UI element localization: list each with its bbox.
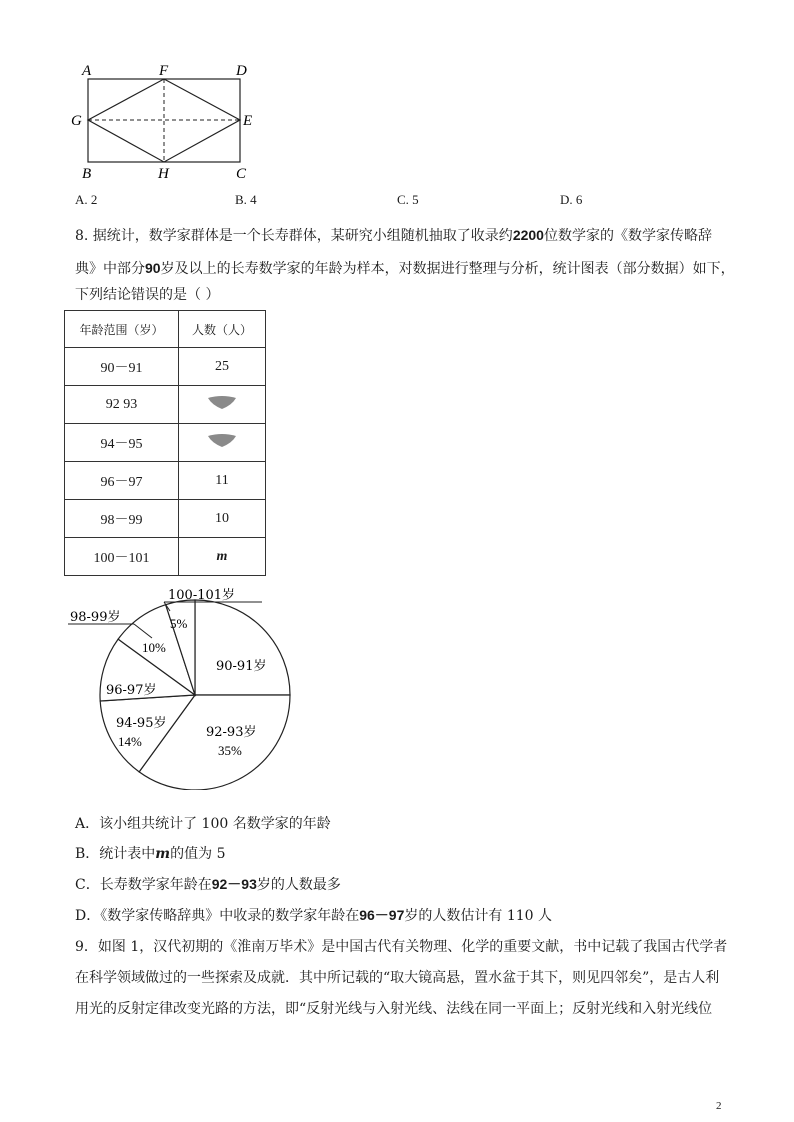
option-text: 的值为 5	[170, 846, 226, 862]
q9-line2: 在科学领域做过的一些探索及成就．其中所记载的“取大镜高悬，置水盆于其下，则见四邻矣”，是古人利	[75, 970, 720, 986]
cell-range: 90－91	[65, 348, 179, 386]
rhombus-rectangle-figure	[60, 55, 270, 185]
q8-stem-line1	[75, 225, 712, 246]
label-98-99: 98-99岁	[70, 610, 121, 625]
label-a: A	[82, 63, 92, 79]
label-b: B	[82, 166, 92, 182]
q9-line3: 用光的反射定律改变光路的方法，即“反射光线与入射光线、法线在同一平面上；反射光线和入射光线位	[75, 1001, 713, 1017]
ink-smudge-icon	[206, 431, 238, 449]
cell-count: 11	[179, 462, 266, 500]
table-header-row	[65, 311, 266, 348]
q8-option-c[interactable]	[75, 874, 341, 895]
cell-count-smudge	[179, 386, 266, 424]
label-c: C	[236, 166, 247, 182]
table-row	[65, 424, 266, 462]
label-d: D	[236, 63, 247, 79]
q8-stem-line3: 下列结论错误的是（ ）	[75, 287, 220, 303]
age-statistics-table	[64, 310, 266, 576]
age-pie-chart	[60, 580, 310, 790]
cell-count: m	[179, 538, 266, 576]
pct-92-93: 35%	[218, 743, 242, 758]
label-f: F	[159, 63, 169, 79]
pct-100-101: 5%	[170, 616, 188, 631]
option-number: 92－93	[211, 876, 257, 892]
q8-option-a[interactable]: A．该小组共统计了 100 名数学家的年龄	[75, 816, 331, 832]
cell-range: 100－101	[65, 538, 179, 576]
variable-m: m	[155, 846, 171, 862]
label-96-97: 96-97岁	[106, 683, 157, 698]
q7-option-d[interactable]: D. 6	[560, 192, 583, 207]
label-100-101: 100-101岁	[168, 588, 236, 603]
table-row	[65, 500, 266, 538]
ink-smudge-icon	[206, 393, 238, 411]
option-text: D．《数学家传略辞典》中收录的数学家年龄在	[75, 908, 360, 924]
table-row	[65, 462, 266, 500]
option-text: 岁的人数最多	[256, 877, 341, 893]
q8-option-d[interactable]	[75, 905, 552, 926]
q8-number: 2200	[512, 227, 544, 243]
table-row	[65, 348, 266, 386]
table-row	[65, 538, 266, 576]
q7-option-b[interactable]: B. 4	[235, 192, 257, 207]
q8-option-b[interactable]	[75, 844, 225, 864]
label-92-93: 92-93岁	[206, 725, 257, 740]
label-h: H	[158, 166, 169, 182]
q8-number: 90	[145, 260, 161, 276]
header-count: 人数（人）	[179, 311, 266, 348]
cell-count-smudge	[179, 424, 266, 462]
q9-line1: 9．如图 1，汉代初期的《淮南万毕术》是中国古代有关物理、化学的重要文献，书中记载了我国古代学者	[75, 939, 728, 955]
option-text: C．长寿数学家年龄在	[75, 877, 212, 893]
q8-text: 典》中部分	[75, 261, 145, 277]
pct-98-99: 10%	[142, 640, 166, 655]
pie-slice-0	[195, 600, 290, 695]
cell-count: 25	[179, 348, 266, 386]
table-row	[65, 386, 266, 424]
cell-range: 94－95	[65, 424, 179, 462]
q8-stem-line2	[75, 258, 735, 279]
q7-option-a[interactable]: A. 2	[75, 192, 98, 207]
label-e: E	[243, 113, 253, 129]
cell-range: 92 93	[65, 386, 179, 424]
page-number: 2	[716, 1100, 722, 1112]
option-text: B．统计表中	[75, 846, 156, 862]
label-90-91: 90-91岁	[216, 659, 267, 674]
header-age-range: 年龄范围（岁）	[65, 311, 179, 348]
cell-count: 10	[179, 500, 266, 538]
label-94-95: 94-95岁	[116, 716, 167, 731]
label-g: G	[71, 113, 82, 129]
cell-range: 96－97	[65, 462, 179, 500]
pct-94-95: 14%	[118, 734, 142, 749]
option-text: 岁的人数估计有 110 人	[404, 908, 553, 924]
q8-text: 位数学家的《数学家传略辞	[543, 228, 712, 244]
q7-option-c[interactable]: C. 5	[397, 192, 419, 207]
option-number: 96－97	[359, 907, 405, 923]
q8-text: 8. 据统计，数学家群体是一个长寿群体，某研究小组随机抽取了收录约	[75, 228, 513, 244]
cell-range: 98－99	[65, 500, 179, 538]
q8-text: 岁及以上的长寿数学家的年龄为样本，对数据进行整理与分析，统计图表（部分数据）如下，	[160, 261, 735, 277]
